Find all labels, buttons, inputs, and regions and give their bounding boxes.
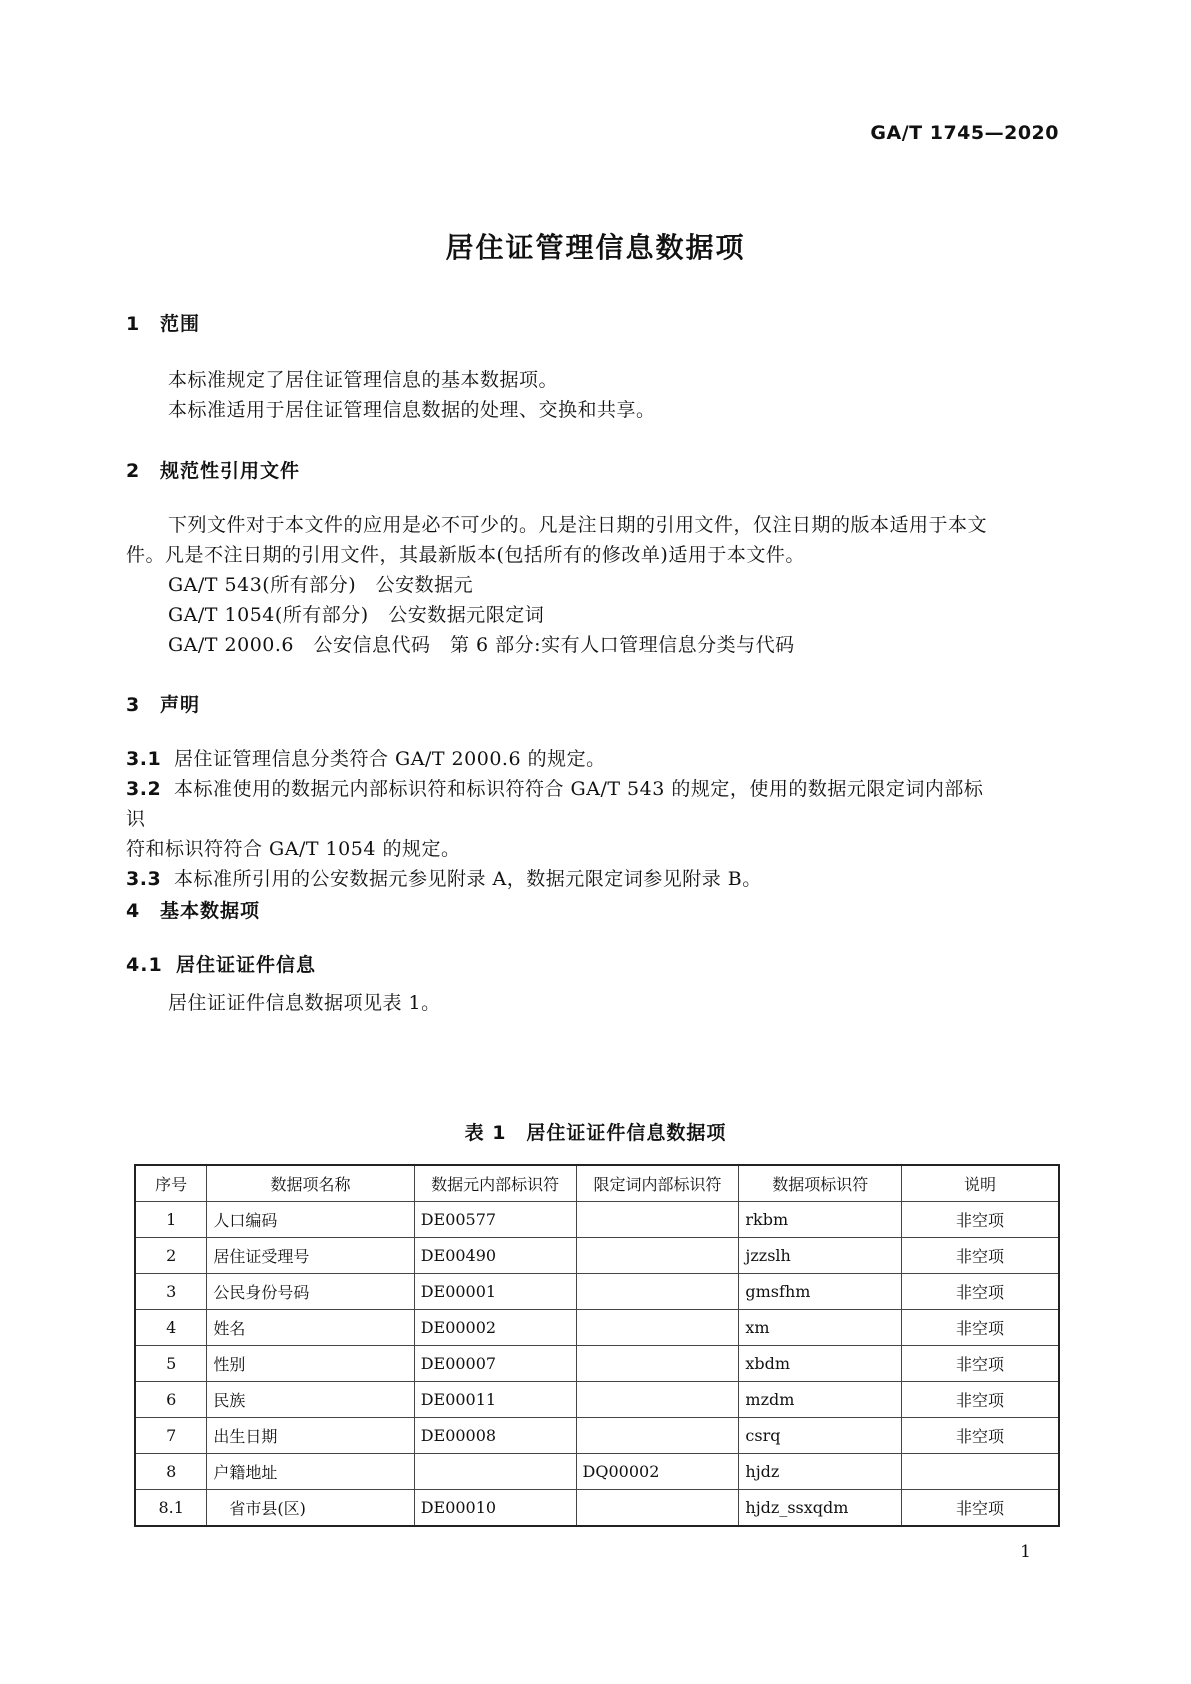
cell-note: 非空项 (902, 1202, 1059, 1238)
normative-reference: GA/T 543(所有部分) 公安数据元 (168, 574, 474, 596)
cell-item-name: 人口编码 (207, 1202, 414, 1238)
column-header-note: 说明 (902, 1165, 1059, 1202)
table-row (135, 1310, 1059, 1346)
table-row (135, 1202, 1059, 1238)
cell-note (902, 1454, 1059, 1490)
table-row (135, 1346, 1059, 1382)
table-row (135, 1274, 1059, 1310)
normative-reference: GA/T 2000.6 公安信息代码 第 6 部分:实有人口管理信息分类与代码 (168, 634, 795, 656)
cell-item-name: 省市县(区) (207, 1490, 414, 1527)
section-1-number: 1 (126, 313, 141, 335)
normative-reference: GA/T 1054(所有部分) 公安数据元限定词 (168, 604, 545, 626)
section-3-number: 3 (126, 694, 141, 716)
section-2-body (126, 510, 1002, 660)
clause-number: 3.1 (126, 748, 162, 770)
cell-item-name: 居住证受理号 (207, 1238, 414, 1274)
subsection-4-1-title: 居住证证件信息 (176, 954, 317, 976)
cell-element-id: DE00008 (414, 1418, 576, 1454)
cell-qualifier-id (576, 1274, 739, 1310)
cell-element-id: DE00010 (414, 1490, 576, 1527)
cell-item-name: 民族 (207, 1382, 414, 1418)
section-3-heading (126, 690, 200, 717)
cell-seq: 7 (135, 1418, 207, 1454)
table-row (135, 1490, 1059, 1527)
cell-seq: 3 (135, 1274, 207, 1310)
column-header-item-name: 数据项名称 (207, 1165, 414, 1202)
section-1-body (126, 365, 1044, 425)
cell-note: 非空项 (902, 1310, 1059, 1346)
table-row (135, 1238, 1059, 1274)
cell-item-name: 性别 (207, 1346, 414, 1382)
cell-item-identifier: xm (739, 1310, 902, 1346)
data-items-table (134, 1164, 1060, 1527)
cell-note: 非空项 (902, 1382, 1059, 1418)
clause-text: 本标准使用的数据元内部标识符和标识符符合 GA/T 543 的规定，使用的数据元限定词内部标识 (126, 778, 984, 830)
cell-item-name: 姓名 (207, 1310, 414, 1346)
table-row (135, 1454, 1059, 1490)
cell-item-name: 公民身份号码 (207, 1274, 414, 1310)
section-3-body (126, 744, 1002, 894)
cell-qualifier-id: DQ00002 (576, 1454, 739, 1490)
cell-element-id: DE00001 (414, 1274, 576, 1310)
section-1-heading (126, 309, 200, 336)
document-title: 居住证管理信息数据项 (445, 231, 746, 264)
section-1-paragraph: 本标准规定了居住证管理信息的基本数据项。 (168, 369, 559, 391)
subsection-4-1-number: 4.1 (126, 954, 163, 976)
cell-element-id: DE00011 (414, 1382, 576, 1418)
clause-number: 3.2 (126, 778, 162, 800)
subsection-4-1-heading (126, 950, 316, 977)
standard-code: GA/T 1745—2020 (870, 122, 1059, 144)
section-4-title: 基本数据项 (160, 900, 261, 922)
cell-qualifier-id (576, 1310, 739, 1346)
clause-3-2-continued: 符和标识符符合 GA/T 1054 的规定。 (126, 838, 461, 860)
cell-note: 非空项 (902, 1346, 1059, 1382)
cell-seq: 8 (135, 1454, 207, 1490)
cell-item-identifier: rkbm (739, 1202, 902, 1238)
cell-qualifier-id (576, 1346, 739, 1382)
section-2-title: 规范性引用文件 (160, 460, 301, 482)
page-number: 1 (1020, 1542, 1031, 1562)
table-header-row (135, 1165, 1059, 1202)
cell-qualifier-id (576, 1238, 739, 1274)
clause-number: 3.3 (126, 868, 162, 890)
cell-seq: 5 (135, 1346, 207, 1382)
section-4-number: 4 (126, 900, 141, 922)
cell-element-id (414, 1454, 576, 1490)
cell-note: 非空项 (902, 1490, 1059, 1527)
column-header-qualifier-id: 限定词内部标识符 (576, 1165, 739, 1202)
table-row (135, 1382, 1059, 1418)
section-2-intro-line: 件。凡是不注日期的引用文件，其最新版本(包括所有的修改单)适用于本文件。 (126, 544, 805, 566)
section-2-intro-line: 下列文件对于本文件的应用是必不可少的。凡是注日期的引用文件，仅注日期的版本适用于本文 (168, 514, 988, 536)
cell-item-name: 出生日期 (207, 1418, 414, 1454)
section-1-title: 范围 (160, 313, 201, 335)
section-1-paragraph: 本标准适用于居住证管理信息数据的处理、交换和共享。 (168, 399, 656, 421)
cell-item-name: 户籍地址 (207, 1454, 414, 1490)
clause-3-2 (126, 774, 1002, 834)
cell-item-identifier: hjdz_ssxqdm (739, 1490, 902, 1527)
cell-seq: 4 (135, 1310, 207, 1346)
clause-3-1 (126, 744, 1002, 774)
cell-item-identifier: xbdm (739, 1346, 902, 1382)
cell-item-identifier: csrq (739, 1418, 902, 1454)
clause-3-3 (126, 864, 1002, 894)
section-4-heading (126, 896, 260, 923)
cell-seq: 8.1 (135, 1490, 207, 1527)
cell-seq: 6 (135, 1382, 207, 1418)
cell-item-identifier: gmsfhm (739, 1274, 902, 1310)
cell-qualifier-id (576, 1202, 739, 1238)
column-header-seq: 序号 (135, 1165, 207, 1202)
cell-note: 非空项 (902, 1274, 1059, 1310)
clause-text: 本标准所引用的公安数据元参见附录 A，数据元限定词参见附录 B。 (174, 868, 762, 890)
cell-qualifier-id (576, 1382, 739, 1418)
cell-item-identifier: mzdm (739, 1382, 902, 1418)
cell-note: 非空项 (902, 1238, 1059, 1274)
cell-element-id: DE00007 (414, 1346, 576, 1382)
cell-element-id: DE00577 (414, 1202, 576, 1238)
cell-seq: 1 (135, 1202, 207, 1238)
cell-element-id: DE00490 (414, 1238, 576, 1274)
cell-note: 非空项 (902, 1418, 1059, 1454)
table-row (135, 1418, 1059, 1454)
cell-item-identifier: hjdz (739, 1454, 902, 1490)
cell-item-identifier: jzzslh (739, 1238, 902, 1274)
column-header-item-identifier: 数据项标识符 (739, 1165, 902, 1202)
subsection-4-1-intro: 居住证证件信息数据项见表 1。 (168, 992, 441, 1014)
clause-text: 居住证管理信息分类符合 GA/T 2000.6 的规定。 (174, 748, 606, 770)
cell-qualifier-id (576, 1490, 739, 1527)
table-1-title: 表 1 居住证证件信息数据项 (464, 1122, 727, 1144)
column-header-element-id: 数据元内部标识符 (414, 1165, 576, 1202)
cell-qualifier-id (576, 1418, 739, 1454)
section-2-heading (126, 456, 300, 483)
cell-element-id: DE00002 (414, 1310, 576, 1346)
section-3-title: 声明 (160, 694, 201, 716)
section-2-number: 2 (126, 460, 141, 482)
cell-seq: 2 (135, 1238, 207, 1274)
